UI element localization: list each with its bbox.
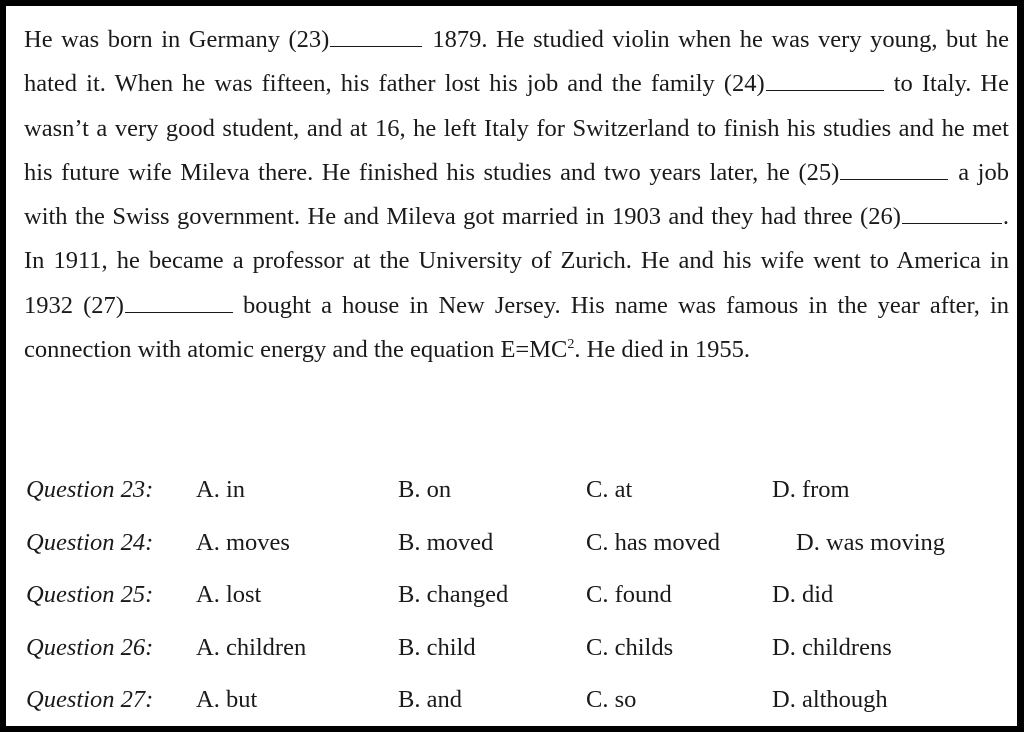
passage-text: . In 1911, he became a professor at the University of Zurich. He and his wife went to America in 1932 xyxy=(24,203,1009,319)
passage-text: a job with the Swiss government. He and Mileva got married in 1903 and they had three xyxy=(24,158,1009,231)
option-b: B. child xyxy=(398,633,476,661)
option-d: D. was moving xyxy=(796,528,946,556)
option-d: D. did xyxy=(772,581,834,608)
option-d: D. childrens xyxy=(772,633,892,661)
question-row-23 xyxy=(26,468,1011,521)
answer-blank-25 xyxy=(840,161,948,180)
option-d: D. although xyxy=(772,686,888,713)
option-a: A. in xyxy=(196,476,245,503)
passage-text: . He died in 1955. xyxy=(574,336,750,364)
question-label: Question 27: xyxy=(26,686,154,713)
question-label: Question 25: xyxy=(26,581,154,608)
answer-blank-23 xyxy=(330,28,422,47)
worksheet-page xyxy=(6,6,1017,726)
answer-blank-26 xyxy=(902,205,1002,224)
option-c: C. has moved xyxy=(586,528,721,556)
option-a: A. moves xyxy=(196,528,290,556)
option-a: A. lost xyxy=(196,581,262,608)
passage-text: bought a house in New Jersey. His name was famous in the year after, in connection with atomic energy and the equation E=MC xyxy=(24,291,1010,364)
option-d: D. from xyxy=(772,476,850,503)
question-row-27 xyxy=(26,678,1011,726)
passage-text: 1879. He studied violin when he was very young, but he hated it. When he was fifteen, his father lost his job and the family xyxy=(24,26,1009,98)
question-row-24 xyxy=(26,521,1011,574)
option-c: C. found xyxy=(586,581,672,608)
option-a: A. children xyxy=(196,633,307,661)
option-c: C. at xyxy=(586,476,633,503)
question-label: Question 24: xyxy=(26,528,154,556)
blank-number-23: (23) xyxy=(288,26,330,53)
option-b: B. moved xyxy=(398,528,494,556)
option-b: B. and xyxy=(398,686,462,713)
option-a: A. but xyxy=(196,686,258,713)
passage-text: to Italy. He wasn’t a very good student, and at 16, he left Italy for Switzerland to finish his studies and he met his future wife Mileva there. He finished his studies and two years later, he xyxy=(24,70,1009,186)
blank-number-25: (25) xyxy=(798,158,840,186)
question-row-26 xyxy=(26,626,1011,679)
option-c: C. childs xyxy=(586,633,674,661)
superscript-two: 2 xyxy=(567,336,575,352)
question-list xyxy=(26,468,1011,726)
answer-blank-27 xyxy=(125,294,233,313)
question-row-25 xyxy=(26,573,1011,626)
blank-number-26: (26) xyxy=(860,203,901,231)
blank-number-24: (24) xyxy=(723,70,765,98)
passage-text: He was born in Germany xyxy=(24,26,289,53)
answer-blank-24 xyxy=(766,72,884,91)
question-label: Question 26: xyxy=(26,633,154,661)
question-label: Question 23: xyxy=(26,476,154,503)
reading-passage xyxy=(24,18,1009,372)
option-b: B. changed xyxy=(398,581,509,608)
option-b: B. on xyxy=(398,476,452,503)
option-c: C. so xyxy=(586,686,637,713)
blank-number-27: (27) xyxy=(83,291,124,319)
